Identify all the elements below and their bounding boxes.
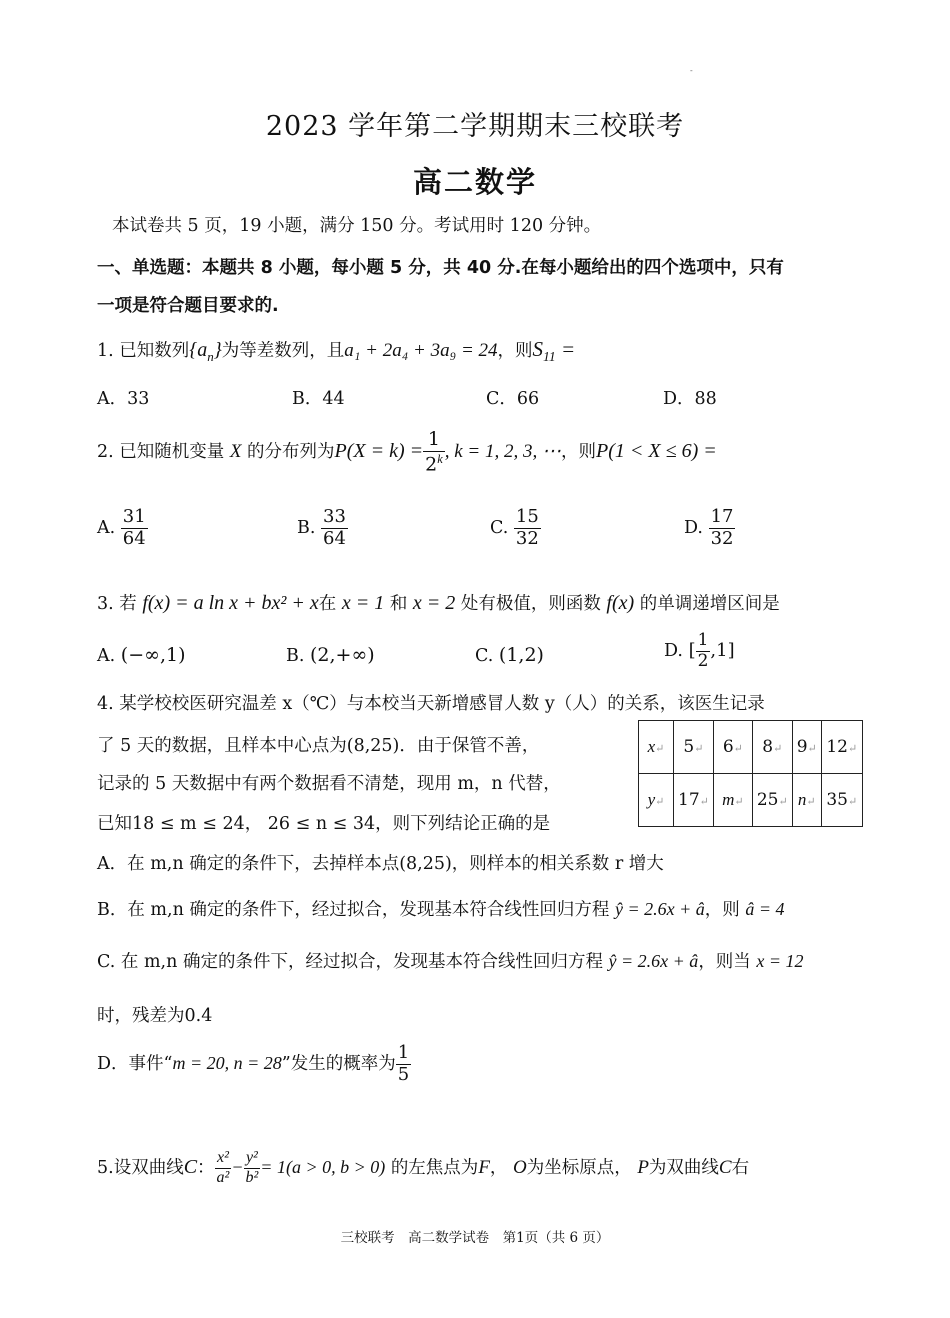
table-cell: 8↵ [752, 721, 792, 774]
exam-title: 2023 学年第二学期期末三校联考 [265, 111, 685, 142]
q3-text2: 在 [318, 594, 337, 614]
q1-option-c: C．66 [486, 389, 540, 409]
q2-text3: ，则 [561, 442, 596, 463]
q4-option-a: A．在 m,n 确定的条件下，去掉样本点(8,25)，则样本的相关系数 r 增大 [97, 854, 664, 874]
q4-line-4: 已知18 ≤ m ≤ 24， 26 ≤ n ≤ 34，则下列结论正确的是 [97, 814, 551, 834]
q1-option-d: D．88 [663, 389, 717, 409]
q3-text5: 的单调递增区间是 [639, 594, 780, 614]
q3-option-d: D. [ $\frac{1}{2}$ ,1] [664, 630, 735, 671]
q1-option-a: A．33 [97, 389, 150, 409]
q1-target: $S_{11}$ = [532, 337, 576, 365]
section-heading-line1: 一、单选题：本题共 8 小题，每小题 5 分，共 40 分.在每小题给出的四个选项中，只有 [97, 258, 784, 278]
q3-option-c: C. (1,2) [475, 644, 544, 666]
q1-seq: $\{a_n\}$ [189, 339, 222, 364]
q3-function2: f(x) [606, 592, 635, 614]
q2-option-b: B. $\frac{33}{64}$ [297, 506, 346, 549]
table-cell: y↵ [639, 774, 674, 827]
q1-option-b: B．44 [292, 389, 345, 409]
scan-dot: - [690, 66, 693, 75]
table-cell: n↵ [792, 774, 821, 827]
exam-subject: 高二数学 [412, 165, 537, 199]
q3-function: f(x) = a ln x + bx² + x [142, 592, 319, 614]
question-3-stem [97, 590, 780, 615]
table-cell: 6↵ [713, 721, 752, 774]
question-2-stem [97, 430, 717, 475]
table-cell: 25↵ [752, 774, 792, 827]
q2-fraction: $\frac{1}{2^k}$ [425, 428, 443, 476]
q2-option-a: A. $\frac{31}{64}$ [97, 506, 146, 549]
q2-option-c: C. $\frac{15}{32}$ [490, 506, 539, 549]
q4-line-2: 了 5 天的数据，且样本中心点为(8,25)．由于保管不善， [97, 736, 540, 756]
question-1-stem [97, 337, 575, 365]
question-5-stem: 5.设双曲线C： $\frac{\text{x²}}{\text{a²}}$ − $\frac{\text{y²}}{\text{b²}}$ = 1(a > 0, b > 0) 的左焦点为F， O为坐标原点， P为双曲线C右 [97, 1149, 750, 1186]
q1-text2: 为等差数列，且 [221, 341, 345, 361]
q2-ask: P(1 < X ≤ 6) = [596, 440, 717, 463]
q2-option-d: D. $\frac{17}{32}$ [684, 506, 734, 549]
table-cell: 9↵ [792, 721, 821, 774]
q3-x2: x = 2 [412, 592, 456, 614]
section-heading-line2: 一项是符合题目要求的. [97, 296, 279, 316]
table-row [639, 774, 863, 827]
q2-text: 2. 已知随机变量 [97, 442, 225, 463]
table-cell: 17↵ [674, 774, 714, 827]
exam-intro: 本试卷共 5 页，19 小题，满分 150 分。考试用时 120 分钟。 [112, 216, 602, 236]
q4-line-1: 4. 某学校校医研究温差 x（℃）与本校当天新增感冒人数 y（人）的关系，该医生记录 [97, 694, 765, 714]
q1-text3: ，则 [497, 341, 533, 361]
table-cell: m↵ [713, 774, 752, 827]
table-cell: 35↵ [821, 774, 862, 827]
page-footer: 三校联考 高二数学试卷 第1页（共 6 页） [340, 1230, 610, 1246]
table-cell: 5↵ [674, 721, 714, 774]
q3-text3: 和 [389, 594, 408, 614]
table-row [639, 721, 863, 774]
q4-option-b: B．在 m,n 确定的条件下，经过拟合，发现基本符合线性回归方程 ŷ = 2.6x + â，则 â = 4 [97, 899, 785, 920]
q3-x1: x = 1 [341, 592, 385, 614]
q4-line-3: 记录的 5 天数据中有两个数据看不清楚，现用 m，n 代替， [97, 774, 561, 794]
q3-option-a: A. (−∞,1) [97, 644, 186, 666]
q2-var: X [229, 441, 242, 463]
q3-option-b: B. (2,+∞) [286, 644, 375, 666]
q4-data-table [638, 720, 863, 827]
q2-px: P(X = k) = [334, 440, 424, 463]
q2-k-values: , k = 1, 2, 3, ⋯ [444, 441, 561, 463]
table-cell: x↵ [639, 721, 674, 774]
q1-equation: a₁ + 2a₄ + 3a₉ = 24 [344, 340, 498, 361]
table-cell: 12↵ [821, 721, 862, 774]
q2-text2: 的分布列为 [247, 442, 335, 463]
q4-option-d: D．事件“m = 20, n = 28”发生的概率为 $\frac{1}{5}$ [97, 1042, 410, 1085]
q4-option-c: C. 在 m,n 确定的条件下，经过拟合，发现基本符合线性回归方程 ŷ = 2.6x + â，则当 x = 12 [97, 951, 804, 972]
q3-text: 3. 若 [97, 594, 137, 614]
q4-option-c-line2: 时，残差为0.4 [97, 1006, 213, 1026]
q1-text: 1. 已知数列 [97, 341, 190, 361]
q3-text4: 处有极值，则函数 [460, 594, 601, 614]
